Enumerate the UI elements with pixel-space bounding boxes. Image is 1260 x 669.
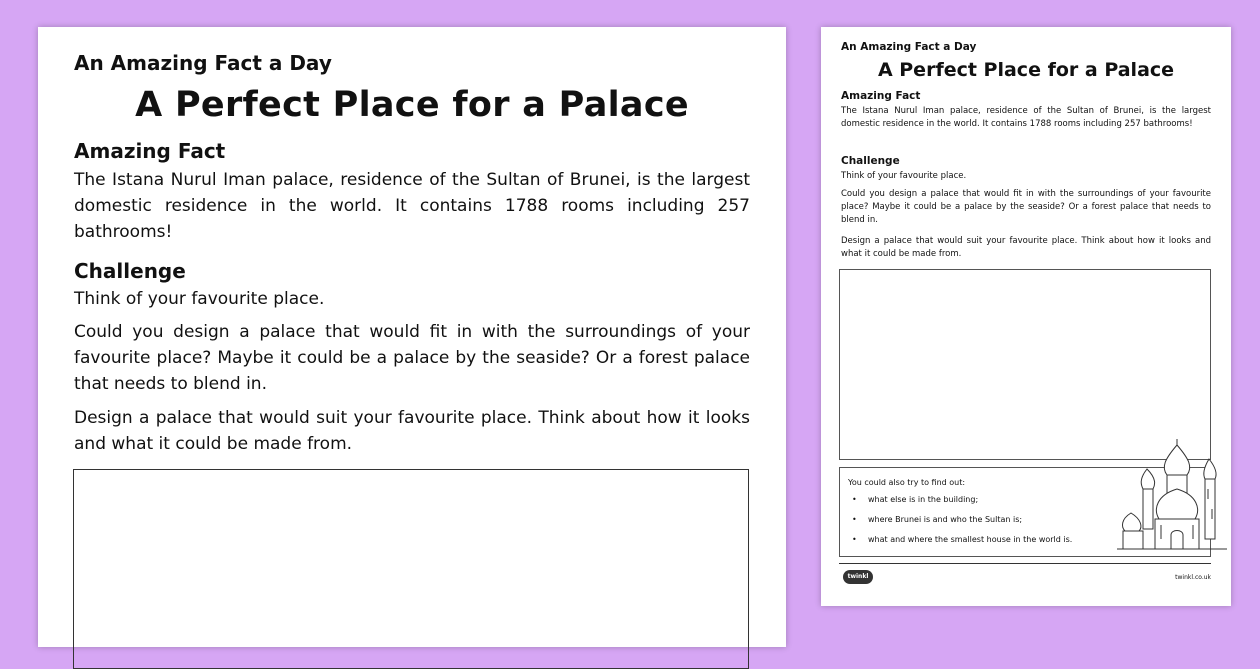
list-item: • what else is in the building; [848, 490, 1072, 510]
drawing-box[interactable] [839, 269, 1211, 460]
challenge-line-3: Design a palace that would suit your favourite place. Think about how it looks and what it could be made from. [841, 236, 1211, 259]
find-out-list [848, 490, 1072, 550]
worksheet-title: A Perfect Place for a Palace [877, 59, 1175, 81]
amazing-fact-text: The Istana Nurul Iman palace, residence of the Sultan of Brunei, is the largest domestic residence in the world. It contains 1788 rooms including 257 bathrooms! [74, 170, 750, 242]
challenge-line-3: Design a palace that would suit your favourite place. Think about how it looks and what it could be made from. [74, 408, 750, 454]
challenge-line-2: Could you design a palace that would fit in with the surroundings of your favourite place? Maybe it could be a palace by the seaside? Or a forest palace that needs to blend in. [841, 189, 1211, 225]
list-item: • where Brunei is and who the Sultan is; [848, 510, 1072, 530]
challenge-line-1: Think of your favourite place. [841, 171, 967, 181]
worksheet-large [38, 27, 786, 647]
find-out-intro: You could also try to find out: [848, 478, 966, 487]
challenge-heading: Challenge [841, 155, 900, 167]
challenge-line-2: Could you design a palace that would fit in with the surroundings of your favourite place? Maybe it could be a palace by the seaside? Or a forest palace that needs to blend in. [74, 322, 750, 394]
amazing-fact-heading: Amazing Fact [74, 139, 226, 163]
footer-divider [839, 563, 1211, 564]
amazing-fact-heading: Amazing Fact [841, 90, 921, 102]
worksheet-title: A Perfect Place for a Palace [135, 85, 689, 125]
challenge-heading: Challenge [74, 259, 186, 283]
series-title: An Amazing Fact a Day [841, 41, 977, 53]
amazing-fact-text: The Istana Nurul Iman palace, residence of the Sultan of Brunei, is the largest domestic residence in the world. It contains 1788 rooms including 257 bathrooms! [841, 106, 1211, 129]
palace-illustration-icon [1117, 439, 1227, 561]
worksheet-thumbnail [821, 27, 1231, 606]
challenge-line-1: Think of your favourite place. [74, 289, 325, 309]
series-title: An Amazing Fact a Day [74, 51, 332, 75]
drawing-box[interactable] [73, 469, 749, 669]
twinkl-logo-icon: twinkl [843, 570, 873, 584]
list-item: • what and where the smallest house in the world is. [848, 530, 1072, 550]
footer-website: twinkl.co.uk [1175, 574, 1211, 581]
